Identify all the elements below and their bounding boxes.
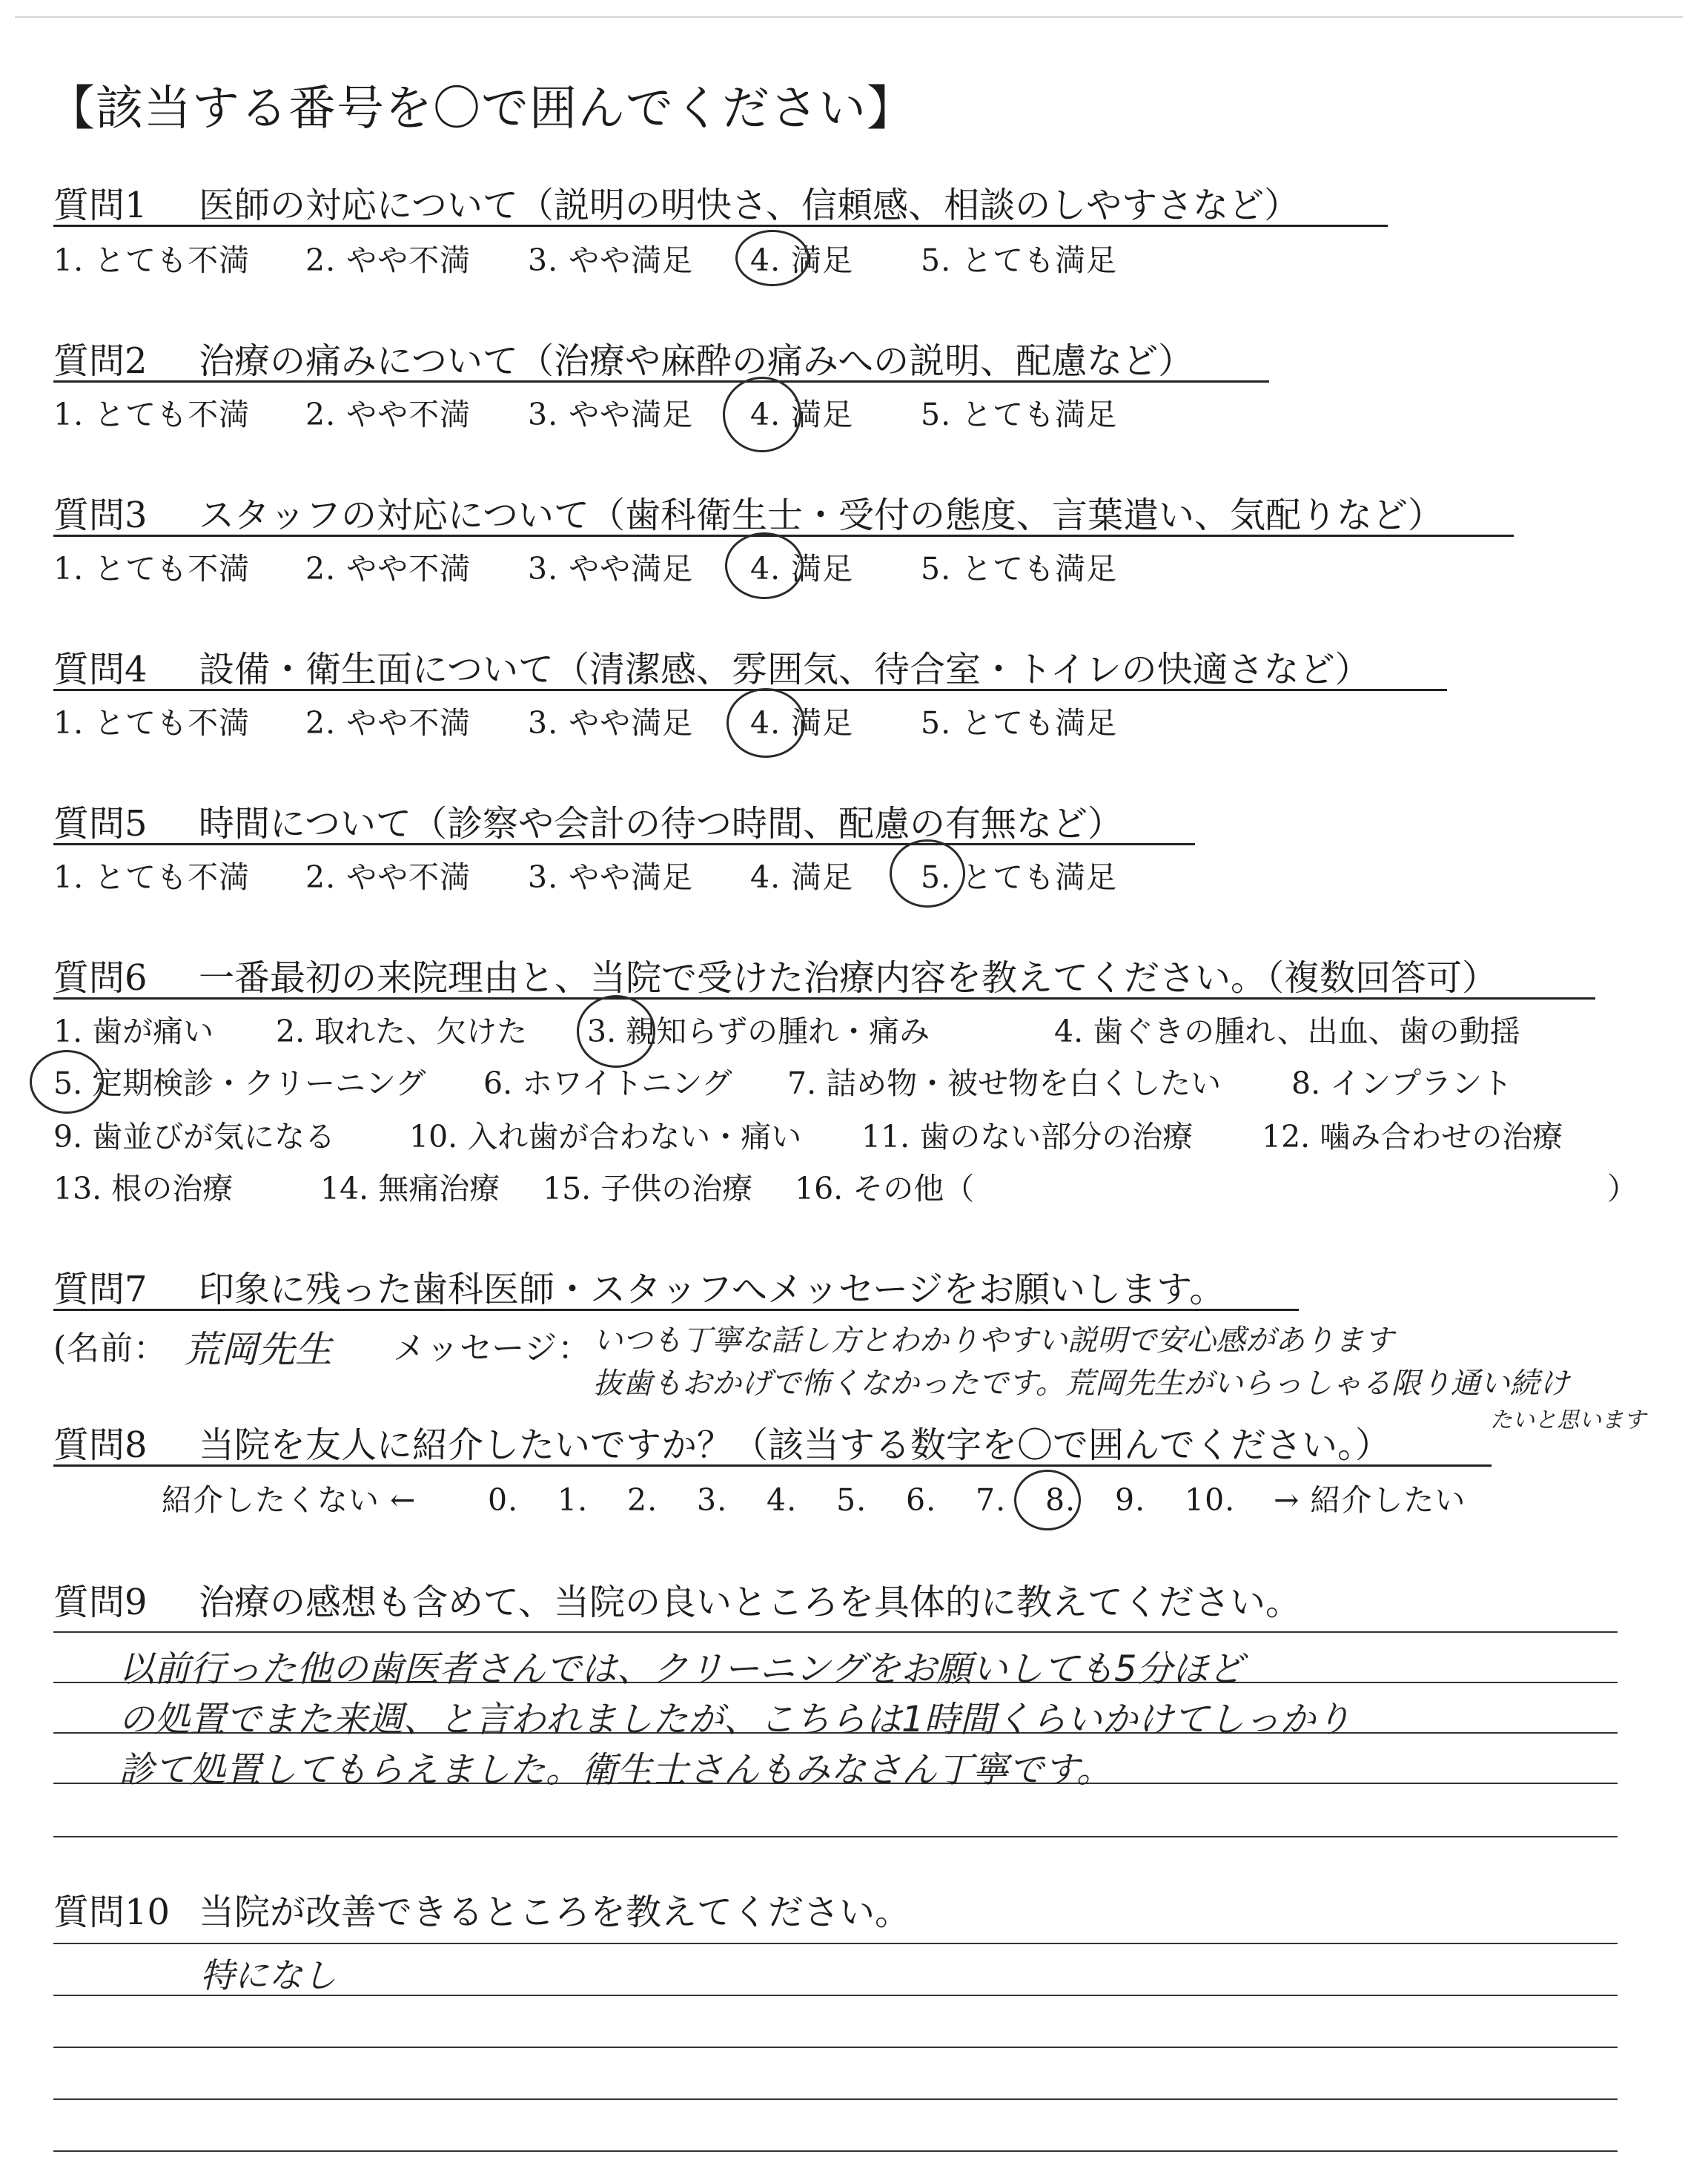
q1-underline — [53, 225, 1388, 227]
q8-text: 当院を友人に紹介したいですか？（該当する数字を〇で囲んでください。） — [199, 1424, 1391, 1466]
q5-option-5[interactable]: 5. とても満足 — [921, 859, 1118, 895]
q6-option-13[interactable]: 13. 根の治療 — [53, 1171, 234, 1206]
q9-answer-line-5 — [53, 1836, 1618, 1837]
q7-text: 印象に残った歯科医師・スタッフへメッセージをお願いします。 — [199, 1269, 1225, 1310]
q5-number: 質問5 — [53, 803, 148, 845]
q5-text: 時間について（診察や会計の待つ時間、配慮の有無など） — [199, 803, 1124, 845]
q6-option-10[interactable]: 10. 入れ歯が合わない・痛い — [409, 1119, 802, 1155]
q10-answer-line-3 — [53, 2047, 1618, 2048]
q8-scale-8[interactable]: 8. — [1045, 1482, 1076, 1518]
q1-answer-circle — [735, 230, 810, 286]
q10-answer-line-1 — [53, 1943, 1618, 1944]
q4-options — [53, 698, 1117, 742]
q8-scale-3[interactable]: 3. — [697, 1482, 728, 1518]
q7-message-line-3: たいと思います — [1490, 1407, 1646, 1433]
q2-answer-circle — [723, 377, 801, 452]
page-header: 【該当する番号を〇で囲んでください】 — [47, 82, 915, 136]
q2-options — [53, 390, 1117, 434]
q6-option-16[interactable]: 16. その他（ — [795, 1171, 975, 1206]
q2-option-3[interactable]: 3. やや満足 — [528, 397, 694, 432]
q8-scale-row — [162, 1476, 1466, 1519]
q6-answer-circle-3 — [577, 995, 655, 1068]
q2-title — [53, 332, 1194, 383]
q5-title — [53, 795, 1123, 846]
q6-option-8[interactable]: 8. インプラント — [1291, 1066, 1513, 1101]
q8-scale-0[interactable]: 0. — [488, 1482, 519, 1518]
q9-title — [53, 1573, 1301, 1625]
q5-answer-circle — [890, 839, 965, 908]
q8-answer-circle — [1014, 1470, 1081, 1530]
q6-option-6[interactable]: 6. ホワイトニング — [483, 1066, 732, 1101]
q4-answer-circle — [726, 688, 805, 758]
q9-answer-text-3: 診て処置してもらえました。衛生士さんもみなさん丁寧です。 — [119, 1749, 1113, 1791]
q6-row-2 — [53, 1059, 1512, 1103]
q9-number: 質問9 — [53, 1582, 148, 1623]
q7-name-value: 荒岡先生 — [184, 1328, 332, 1371]
q9-answer-text-1: 以前行った他の歯医者さんでは、クリーニングをお願いしても5分ほど — [119, 1648, 1244, 1690]
q3-option-3[interactable]: 3. やや満足 — [528, 551, 694, 587]
q8-scale-9[interactable]: 9. — [1115, 1482, 1146, 1518]
q4-option-5[interactable]: 5. とても満足 — [921, 705, 1118, 741]
q4-option-1[interactable]: 1. とても不満 — [53, 705, 251, 741]
q6-row-4 — [53, 1164, 974, 1208]
q2-text: 治療の痛みについて（治療や麻酔の痛みへの説明、配慮など） — [199, 340, 1194, 382]
q3-options — [53, 544, 1117, 588]
q8-scale-6[interactable]: 6. — [906, 1482, 937, 1518]
q4-option-2[interactable]: 2. やや不満 — [305, 705, 471, 741]
q2-option-2[interactable]: 2. やや不満 — [305, 397, 471, 432]
q3-title — [53, 486, 1443, 538]
q1-option-2[interactable]: 2. やや不満 — [305, 242, 471, 278]
q4-option-3[interactable]: 3. やや満足 — [528, 705, 694, 741]
q8-scale-2[interactable]: 2. — [627, 1482, 658, 1518]
q6-number: 質問6 — [53, 957, 148, 999]
q10-number: 質問10 — [53, 1892, 171, 1933]
q6-answer-circle-5 — [30, 1050, 104, 1114]
q6-option-2[interactable]: 2. 取れた、欠けた — [276, 1014, 528, 1049]
q6-row-1 — [53, 1007, 1520, 1051]
q6-option-15[interactable]: 15. 子供の治療 — [543, 1171, 753, 1206]
q5-option-3[interactable]: 3. やや満足 — [528, 859, 694, 895]
top-rule — [15, 16, 1683, 18]
q7-title — [53, 1261, 1225, 1312]
q8-scale-4[interactable]: 4. — [767, 1482, 798, 1518]
q6-option-14[interactable]: 14. 無痛治療 — [320, 1171, 500, 1206]
q7-message-line-1: いつも丁寧な話し方とわかりやすい説明で安心感があります — [593, 1324, 1394, 1358]
q6-option-5[interactable]: 5. 定期検診・クリーニング — [53, 1066, 426, 1101]
q10-text: 当院が改善できるところを教えてください。 — [199, 1892, 911, 1933]
q8-scale-5[interactable]: 5. — [836, 1482, 867, 1518]
q8-scale-1[interactable]: 1. — [557, 1482, 589, 1518]
q8-underline — [53, 1464, 1492, 1467]
q9-text: 治療の感想も含めて、当院の良いところを具体的に教えてください。 — [199, 1582, 1302, 1623]
q4-text: 設備・衛生面について（清潔感、雰囲気、待合室・トイレの快適さなど） — [199, 649, 1371, 690]
q3-option-2[interactable]: 2. やや不満 — [305, 551, 471, 587]
q10-title — [53, 1883, 910, 1935]
q7-message-label: メッセージ： — [393, 1330, 592, 1367]
q3-option-1[interactable]: 1. とても不満 — [53, 551, 251, 587]
q1-number: 質問1 — [53, 185, 148, 226]
q2-option-5[interactable]: 5. とても満足 — [921, 397, 1118, 432]
q2-underline — [53, 380, 1269, 383]
q5-option-2[interactable]: 2. やや不満 — [305, 859, 471, 895]
q4-option-4[interactable]: 4. 満足 — [750, 705, 854, 741]
q8-scale-10[interactable]: 10. — [1185, 1482, 1236, 1518]
q6-underline — [53, 997, 1595, 1000]
q6-option-7[interactable]: 7. 詰め物・被せ物を白くしたい — [787, 1066, 1222, 1101]
q8-left-label: 紹介したくない ← — [162, 1482, 417, 1518]
q6-option-11[interactable]: 11. 歯のない部分の治療 — [861, 1119, 1194, 1155]
q6-option-9[interactable]: 9. 歯並びが気になる — [53, 1119, 336, 1155]
q8-title — [53, 1416, 1391, 1467]
q8-scale-7[interactable]: 7. — [976, 1482, 1007, 1518]
q8-number: 質問8 — [53, 1424, 148, 1466]
q4-title — [53, 641, 1371, 692]
q3-option-5[interactable]: 5. とても満足 — [921, 551, 1118, 587]
q7-message-line-2: 抜歯もおかげで怖くなかったです。荒岡先生がいらっしゃる限り通い続け — [593, 1367, 1569, 1401]
q10-answer-text: 特になし — [200, 1955, 337, 1995]
q3-option-4[interactable]: 4. 満足 — [750, 551, 854, 587]
q6-option-1[interactable]: 1. 歯が痛い — [53, 1014, 214, 1049]
q3-answer-circle — [725, 532, 804, 599]
q6-option-12[interactable]: 12. 噛み合わせの治療 — [1262, 1119, 1563, 1155]
q10-answer-line-4 — [53, 2098, 1618, 2100]
q6-option-4[interactable]: 4. 歯ぐきの腫れ、出血、歯の動揺 — [1054, 1014, 1520, 1049]
q6-text: 一番最初の来院理由と、当院で受けた治療内容を教えてください。（複数回答可） — [199, 957, 1498, 999]
q7-name-label: (名前： — [53, 1330, 168, 1367]
q1-text: 医師の対応について（説明の明快さ、信頼感、相談のしやすさなど） — [199, 185, 1300, 226]
q8-right-label: → 紹介したい — [1274, 1482, 1466, 1518]
q1-option-3[interactable]: 3. やや満足 — [528, 242, 694, 278]
q10-answer-line-5 — [53, 2150, 1618, 2152]
q3-text: スタッフの対応について（歯科衛生士・受付の態度、言葉遣い、気配りなど） — [199, 495, 1444, 536]
q5-option-4[interactable]: 4. 満足 — [750, 859, 854, 895]
q3-number: 質問3 — [53, 495, 148, 536]
q4-number: 質問4 — [53, 649, 148, 690]
q1-option-4[interactable]: 4. 満足 — [750, 242, 854, 278]
q9-answer-text-2: の処置でまた来週、と言われましたが、こちらは1時間くらいかけてしっかり — [119, 1699, 1351, 1740]
q6-other-close-paren: ） — [1607, 1171, 1638, 1206]
q5-underline — [53, 843, 1195, 845]
q1-option-1[interactable]: 1. とても不満 — [53, 242, 251, 278]
q9-answer-line-1 — [53, 1631, 1618, 1633]
q1-title — [53, 176, 1300, 228]
q7-underline — [53, 1309, 1299, 1311]
q1-options — [53, 236, 1117, 280]
q2-option-4[interactable]: 4. 満足 — [750, 397, 854, 432]
q7-number: 質問7 — [53, 1269, 148, 1310]
q6-option-3[interactable]: 3. 親知らずの腫れ・痛み — [587, 1014, 930, 1049]
q2-option-1[interactable]: 1. とても不満 — [53, 397, 251, 432]
q1-option-5[interactable]: 5. とても満足 — [921, 242, 1118, 278]
q5-option-1[interactable]: 1. とても不満 — [53, 859, 251, 895]
q2-number: 質問2 — [53, 340, 148, 382]
q6-row-3 — [53, 1112, 1563, 1156]
q6-title — [53, 949, 1497, 1000]
